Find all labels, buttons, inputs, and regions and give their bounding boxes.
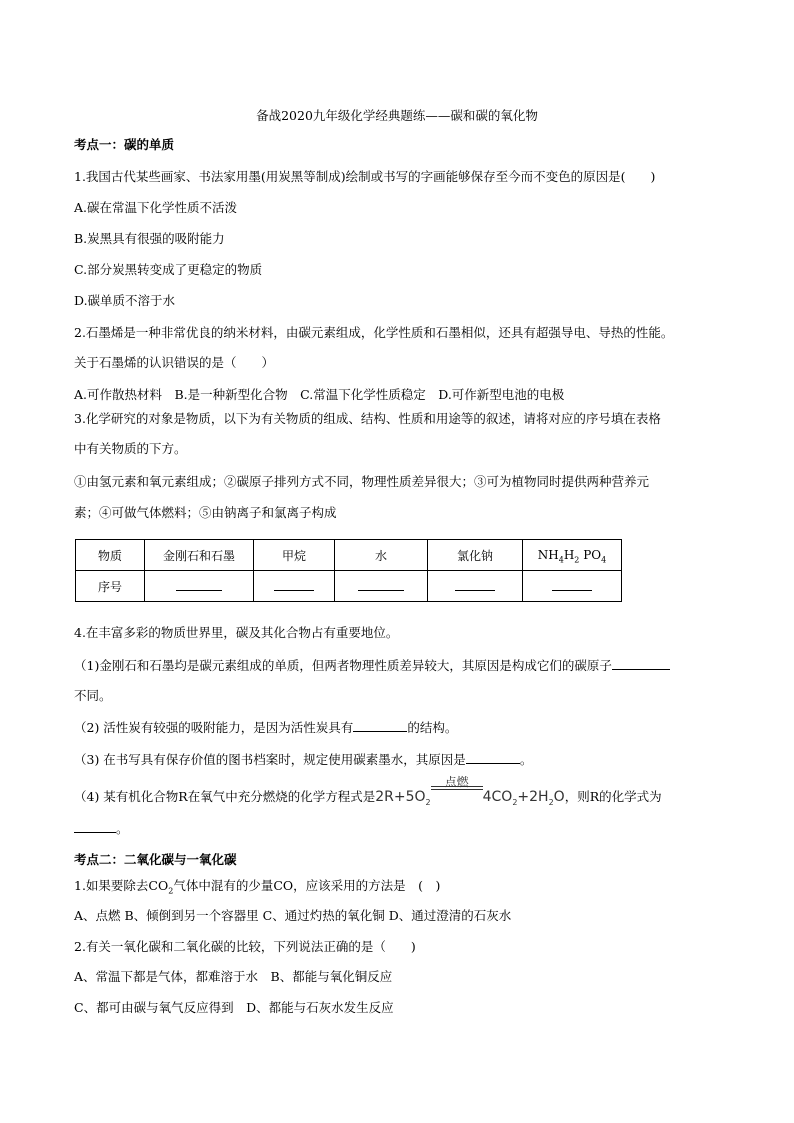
q3-stem-line1: 3.化学研究的对象是物质，以下为有关物质的组成、结构、性质和用途等的叙述，请将对应的序号填在表格 — [74, 411, 661, 426]
answer-blank[interactable] — [523, 571, 622, 602]
q3-items-line1: ①由氢元素和氧元素组成；②碳原子排列方式不同，物理性质差异很大；③可为植物同时提供两种营养元 — [74, 474, 650, 489]
table-row — [76, 571, 622, 602]
reaction-condition: 点燃 — [431, 789, 483, 805]
q4-part3: （3) 在书写具有保存价值的图书档案时，规定使用碳素墨水，其原因是 。 — [74, 752, 533, 767]
q4-part2: （2) 活性炭有较强的吸附能力，是因为活性炭具有 的结构。 — [74, 720, 458, 735]
q4-part4-line2: 。 — [74, 820, 129, 837]
s2-q1-options: A、点燃 B、倾倒到另一个容器里 C、通过灼热的氧化铜 D、通过澄清的石灰水 — [74, 908, 512, 923]
q1-option-c: C.部分炭黑转变成了更稳定的物质 — [74, 262, 263, 277]
q2-stem-line2: 关于石墨烯的认识错误的是（ ） — [74, 355, 275, 370]
q3-stem-line2: 中有关物质的下方。 — [74, 441, 187, 456]
answer-blank[interactable] — [353, 719, 407, 732]
document-title: 备战2020九年级化学经典题练——碳和碳的氧化物 — [256, 108, 538, 123]
table-header-cell: 甲烷 — [254, 540, 335, 571]
table-header-cell: $NH_4H_2$ $PO_4$ — [523, 540, 622, 571]
q1-stem: 1.我国古代某些画家、书法家用墨(用炭黑等制成)绘制或书写的字画能够保存至今而不变色的原因是( ) — [74, 169, 656, 184]
answer-blank[interactable] — [254, 571, 335, 602]
s2-q2-options-line2: C、都可由碳与氧气反应得到 D、都能与石灰水发生反应 — [74, 1000, 394, 1015]
q4-part1-line1: （1)金刚石和石墨均是碳元素组成的单质，但两者物理性质差异较大，其原因是构成它们的碳原子 — [74, 657, 670, 674]
s2-q1-stem: 1.如果要除去$CO_2$气体中混有的少量CO，应该采用的方法是 ( ) — [74, 878, 441, 896]
answer-blank[interactable] — [612, 657, 670, 670]
q4-part4: （4) 某有机化合物R在氧气中充分燃烧的化学方程式是$2R+5O_2$ 点燃 $4CO_2+2H_2O$，则R的化学式为 — [74, 775, 662, 807]
table-header-cell: 氯化钠 — [428, 540, 523, 571]
answer-blank[interactable] — [74, 820, 116, 833]
q4-part1-line2: 不同。 — [74, 688, 112, 703]
q1-option-a: A.碳在常温下化学性质不活泼 — [74, 200, 238, 215]
table-header-cell: 水 — [335, 540, 428, 571]
section1-heading: 考点一：碳的单质 — [74, 137, 175, 152]
answer-blank[interactable] — [335, 571, 428, 602]
table-header-cell: 金刚石和石墨 — [145, 540, 254, 571]
answer-blank[interactable] — [466, 751, 520, 764]
substance-table — [75, 539, 622, 602]
q2-options: A.可作散热材料 B.是一种新型化合物 C.常温下化学性质稳定 D.可作新型电池的电极 — [74, 387, 565, 402]
answer-blank[interactable] — [428, 571, 523, 602]
q2-stem-line1: 2.石墨烯是一种非常优良的纳米材料，由碳元素组成，化学性质和石墨相似，还具有超强导电、导热的性能。 — [74, 325, 674, 340]
q1-option-b: B.炭黑具有很强的吸附能力 — [74, 231, 225, 246]
s2-q2-stem: 2.有关一氧化碳和二氧化碳的比较，下列说法正确的是（ ) — [74, 939, 416, 954]
table-header-cell: 物质 — [76, 540, 145, 571]
q4-stem: 4.在丰富多彩的物质世界里，碳及其化合物占有重要地位。 — [74, 625, 399, 640]
answer-blank[interactable] — [145, 571, 254, 602]
q3-items-line2: 素；④可做气体燃料；⑤由钠离子和氯离子构成 — [74, 505, 337, 520]
table-row — [76, 540, 622, 571]
q1-option-d: D.碳单质不溶于水 — [74, 293, 176, 308]
s2-q2-options-line1: A、常温下都是气体，都难溶于水 B、都能与氧化铜反应 — [74, 969, 393, 984]
section2-heading: 考点二：二氧化碳与一氧化碳 — [74, 852, 237, 867]
chemical-equation: $2R+5O_2$ 点燃 $4CO_2+2H_2O$ — [375, 775, 565, 807]
table-row-label: 序号 — [76, 571, 145, 602]
